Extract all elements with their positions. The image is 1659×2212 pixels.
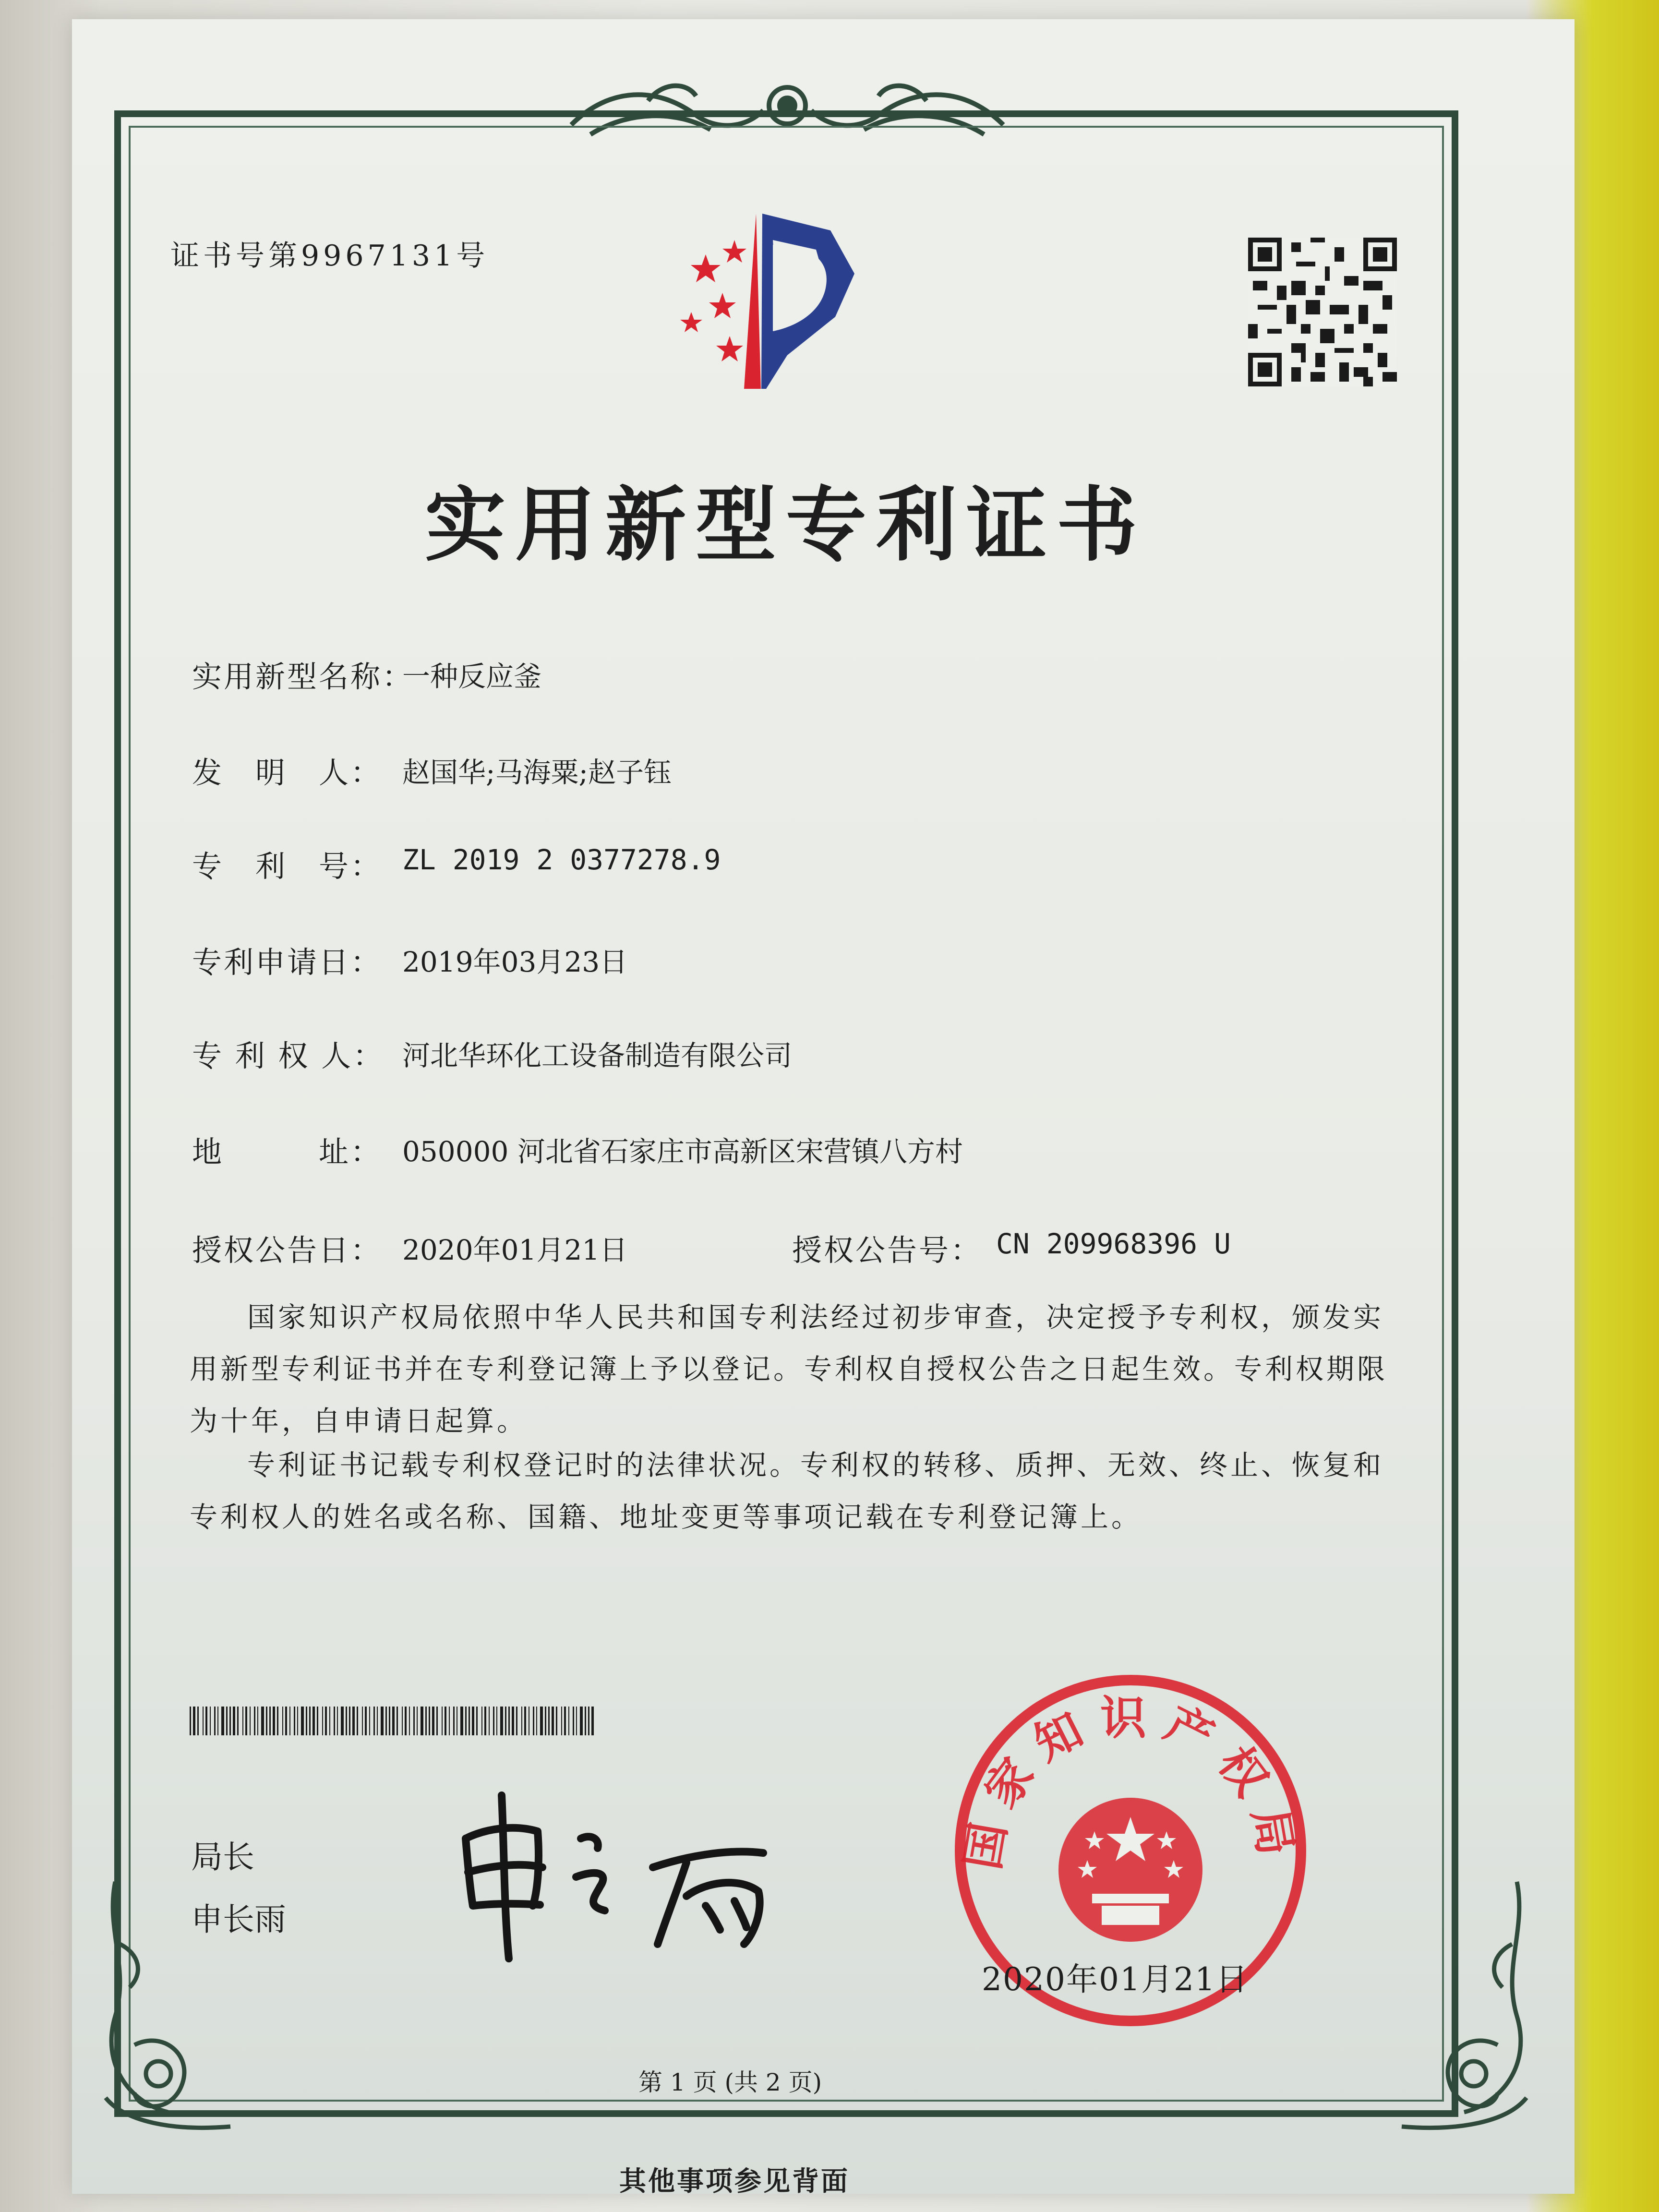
seal-text: 国家知识产权局 — [955, 1691, 1306, 1874]
patent-number-value: ZL 2019 2 0377278.9 — [402, 843, 721, 876]
address-value: 050000 河北省石家庄市高新区宋营镇八方村 — [402, 1135, 963, 1168]
director-title: 局长 — [191, 1839, 254, 1875]
grant-date-label: 授权公告日： — [192, 1233, 383, 1268]
name-value: 一种反应釜 — [402, 660, 542, 693]
grant-date-value: 2020年01月21日 — [402, 1234, 628, 1266]
application-date-value: 2019年03月23日 — [402, 946, 628, 978]
page-title: 实用新型专利证书 — [425, 478, 1147, 572]
inventor-value: 赵国华;马海粟;赵子钰 — [402, 756, 672, 789]
cnipa-logo-icon — [672, 211, 917, 403]
patent-holder-label: 专 利 权 人： — [192, 1038, 385, 1073]
back-note: 其他事项参见背面 — [619, 2165, 850, 2197]
name-label: 实用新型名称： — [192, 659, 414, 694]
director-signature — [456, 1786, 802, 1968]
address-label: 地 址： — [192, 1134, 383, 1169]
application-date-label: 专利申请日： — [192, 945, 383, 980]
seal-date: 2020年01月21日 — [982, 1961, 1249, 1998]
barcode-icon — [190, 1707, 598, 1735]
grant-number-label: 授权公告号： — [792, 1233, 983, 1268]
qr-code-icon — [1248, 238, 1397, 386]
body-paragraph-1: 国家知识产权局依照中华人民共和国专利法经过初步审查，决定授予专利权，颁发实用新型专利证书并在专利登记簿上予以登记。专利权自授权公告之日起生效。专利权期限为十年，自申请日起算。 — [190, 1301, 1388, 1437]
director-name: 申长雨 — [191, 1901, 286, 1938]
grant-number-value: CN 209968396 U — [996, 1227, 1231, 1260]
inventor-label: 发 明 人： — [192, 755, 383, 790]
patent-holder-value: 河北华环化工设备制造有限公司 — [402, 1039, 793, 1072]
page-indicator: 第 1 页 (共 2 页) — [638, 2068, 822, 2096]
corner-ornament-bottom-right-icon — [1382, 1872, 1546, 2141]
patent-number-label: 专 利 号： — [192, 849, 383, 884]
certificate-number: 证书号第9967131号 — [170, 239, 489, 273]
body-paragraph-2: 专利证书记载专利权登记时的法律状况。专利权的转移、质押、无效、终止、恢复和专利权人的姓名或名称、国籍、地址变更等事项记载在专利登记簿上。 — [190, 1449, 1384, 1533]
